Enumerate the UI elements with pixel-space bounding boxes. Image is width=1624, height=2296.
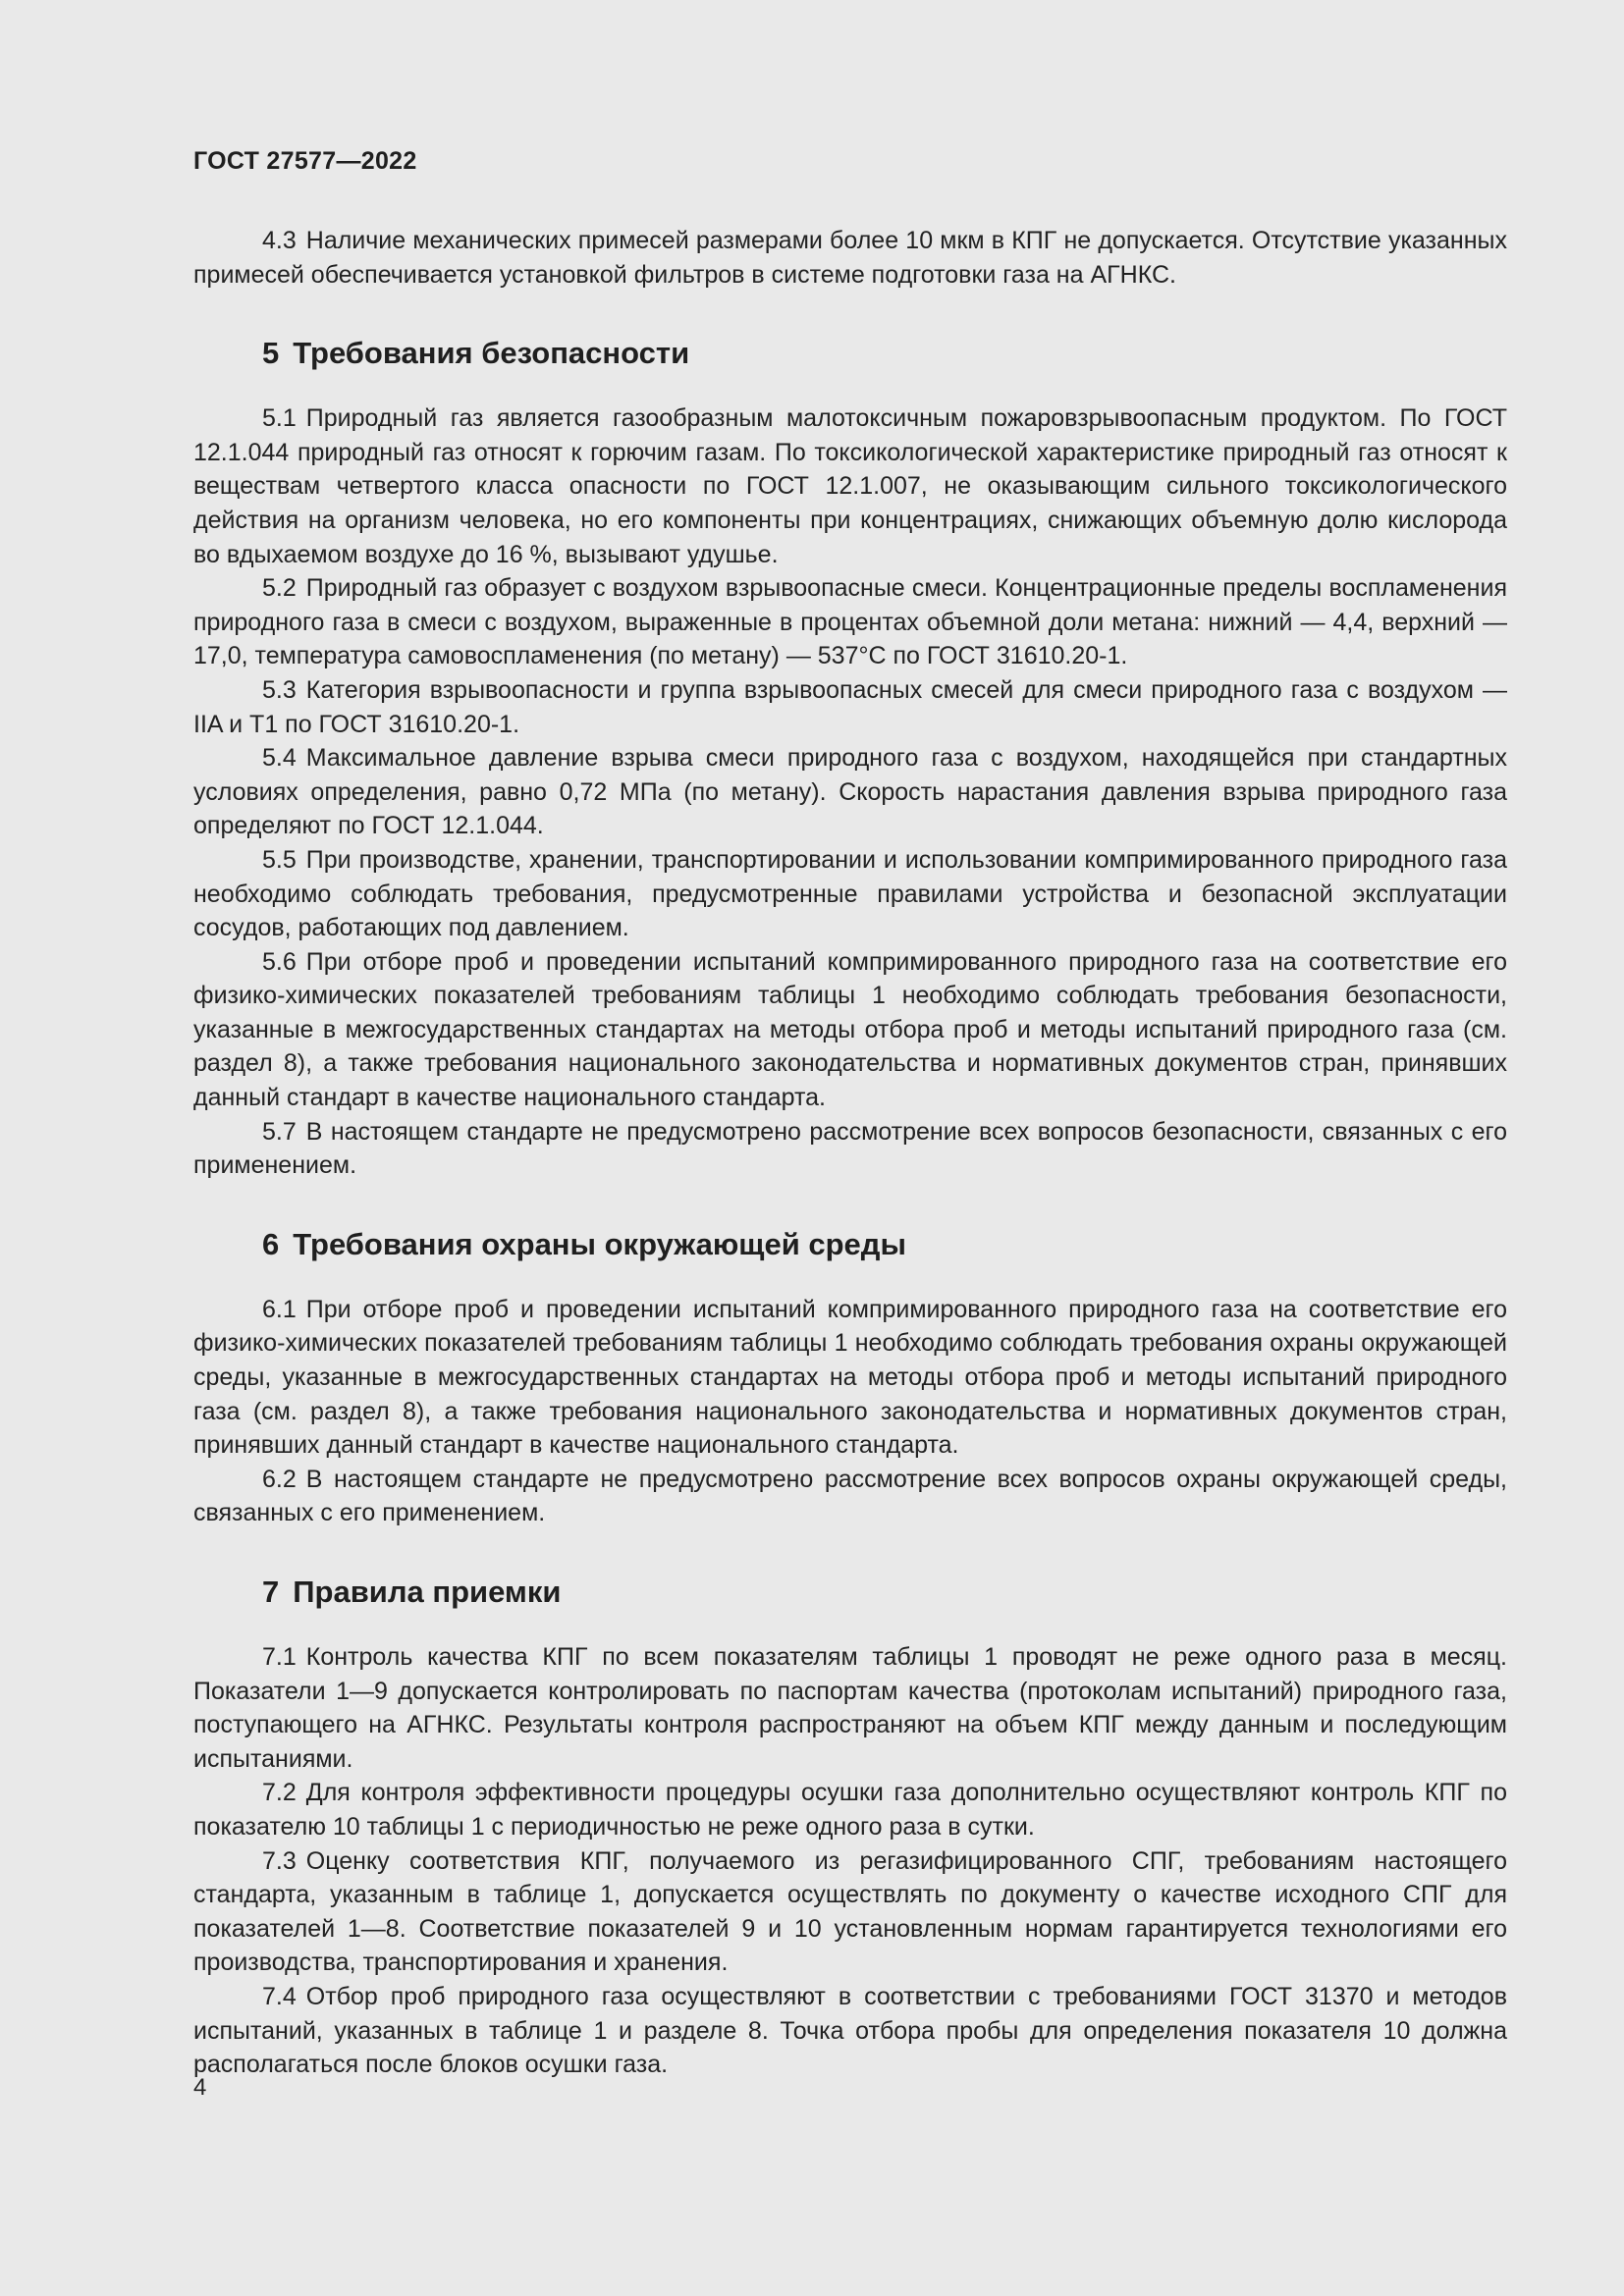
paragraph-text: Для контроля эффективности процедуры осушки газа дополнительно осуществляют контроль КПГ по показателю 10 таблицы 1 с периодичностью не реже одного раза в сутки. [193, 1779, 1507, 1841]
paragraph-number: 7.1 [262, 1643, 297, 1671]
paragraph-text: Природный газ является газообразным малотоксичным пожаровзрывоопасным продуктом. По ГОСТ 12.1.044 природный газ относят к горючим газам. По токсикологической характеристике природный газ относят к веществам четвертого класса опасности по ГОСТ 12.1.007, не оказывающим сильного токсикологического действия на организм человека, но его компоненты при концентрациях, снижающих объемную долю кислорода во вдыхаемом воздухе до 16 %, вызывают удушье. [193, 404, 1507, 568]
paragraph-text: При отборе проб и проведении испытаний компримированного природного газа на соответствие его физико-химических показателей требованиям таблицы 1 необходимо соблюдать требования охраны окружающей среды, указанные в межгосударственных стандартах на методы отбора проб и методы испытаний природного газа (см. раздел 8), а также требования национального законодательства и нормативных документов стран, принявших данный стандарт в качестве национального стандарта. [193, 1295, 1507, 1460]
paragraph-5-4 [193, 741, 1507, 843]
paragraph-number: 5.7 [262, 1117, 297, 1146]
paragraph-number: 4.3 [262, 227, 297, 254]
paragraph-7-2 [193, 1776, 1507, 1843]
document-header-code: ГОСТ 27577—2022 [193, 147, 417, 175]
paragraph-4-3 [193, 224, 1507, 292]
paragraph-text: Оценку соответствия КПГ, получаемого из регазифицированного СПГ, требованиям настоящего стандарта, указанным в таблице 1, допускается осуществлять по документу о качестве исходного СПГ для показателей 1—8. Соответствие показателей 9 и 10 установленным нормам гарантируется технологиями его производства, транспортирования и хранения. [193, 1846, 1507, 1977]
section-6-heading [193, 1226, 1507, 1263]
document-body [193, 224, 1507, 2082]
paragraph-7-3 [193, 1844, 1507, 1980]
paragraph-number: 6.1 [262, 1295, 297, 1323]
section-number: 7 [262, 1575, 280, 1609]
paragraph-number: 5.2 [262, 574, 297, 603]
paragraph-text: Отбор проб природного газа осуществляют в соответствии с требованиями ГОСТ 31370 и методов испытаний, указанных в таблице 1 и разделе 8. Точка отбора пробы для определения показателя 10 должна располагаться после блоков осушки газа. [193, 1982, 1507, 2079]
section-title: Правила приемки [293, 1575, 562, 1609]
paragraph-5-7 [193, 1115, 1507, 1183]
paragraph-text: Природный газ образует с воздухом взрывоопасные смеси. Концентрационные пределы воспламенения природного газа в смеси с воздухом, выраженные в процентах объемной доли метана: нижний — 4,4, верхний — 17,0, температура самовоспламенения (по метану) — 537°С по ГОСТ 31610.20-1. [193, 574, 1507, 670]
paragraph-number: 7.4 [262, 1982, 297, 2010]
section-number: 6 [262, 1226, 280, 1261]
paragraph-5-6 [193, 945, 1507, 1115]
paragraph-number: 5.5 [262, 845, 297, 874]
paragraph-text: Наличие механических примесей размерами более 10 мкм в КПГ не допускается. Отсутствие указанных примесей обеспечивается установкой фильтров в системе подготовки газа на АГНКС. [193, 227, 1507, 289]
paragraph-number: 5.6 [262, 947, 297, 976]
paragraph-text: При производстве, хранении, транспортировании и использовании компримированного природного газа необходимо соблюдать требования, предусмотренные правилами устройства и безопасной эксплуатации сосудов, работающих под давлением. [193, 845, 1507, 942]
paragraph-number: 7.2 [262, 1779, 297, 1807]
section-7-heading [193, 1574, 1507, 1611]
paragraph-text: Максимальное давление взрыва смеси природного газа с воздухом, находящейся при стандартных условиях определения, равно 0,72 МПа (по метану). Скорость нарастания давления взрыва природного газа определяют по ГОСТ 12.1.044. [193, 744, 1507, 840]
paragraph-7-1 [193, 1640, 1507, 1776]
paragraph-number: 7.3 [262, 1846, 297, 1875]
paragraph-5-5 [193, 843, 1507, 945]
paragraph-6-2 [193, 1463, 1507, 1530]
section-number: 5 [262, 336, 280, 371]
paragraph-text: При отборе проб и проведении испытаний компримированного природного газа на соответствие его физико-химических показателей требованиям таблицы 1 необходимо соблюдать требования безопасности, указанные в межгосударственных стандартах на методы отбора проб и методы испытаний природного газа (см. раздел 8), а также требования национального законодательства и нормативных документов стран, принявших данный стандарт в качестве национального стандарта. [193, 947, 1507, 1112]
paragraph-text: Категория взрывоопасности и группа взрывоопасных смесей для смеси природного газа с воздухом — IIA и T1 по ГОСТ 31610.20-1. [193, 675, 1507, 738]
paragraph-5-2 [193, 571, 1507, 673]
page-number: 4 [193, 2074, 207, 2101]
section-title: Требования безопасности [293, 336, 690, 371]
paragraph-number: 6.2 [262, 1465, 297, 1493]
section-5-heading [193, 335, 1507, 372]
paragraph-7-4 [193, 1980, 1507, 2082]
paragraph-text: Контроль качества КПГ по всем показателям таблицы 1 проводят не реже одного раза в месяц. Показатели 1—9 допускается контролировать по паспортам качества (протоколам испытаний) природного газа, поступающего на АГНКС. Результаты контроля распространяют на объем КПГ между данным и последующим испытаниями. [193, 1643, 1507, 1773]
section-title: Требования охраны окружающей среды [293, 1226, 906, 1261]
paragraph-number: 5.4 [262, 744, 297, 773]
paragraph-text: В настоящем стандарте не предусмотрено рассмотрение всех вопросов безопасности, связанных с его применением. [193, 1117, 1507, 1180]
paragraph-6-1 [193, 1293, 1507, 1463]
paragraph-text: В настоящем стандарте не предусмотрено рассмотрение всех вопросов охраны окружающей среды, связанных с его применением. [193, 1465, 1507, 1527]
paragraph-number: 5.1 [262, 404, 297, 433]
paragraph-number: 5.3 [262, 675, 297, 704]
paragraph-5-3 [193, 673, 1507, 741]
paragraph-5-1 [193, 401, 1507, 571]
